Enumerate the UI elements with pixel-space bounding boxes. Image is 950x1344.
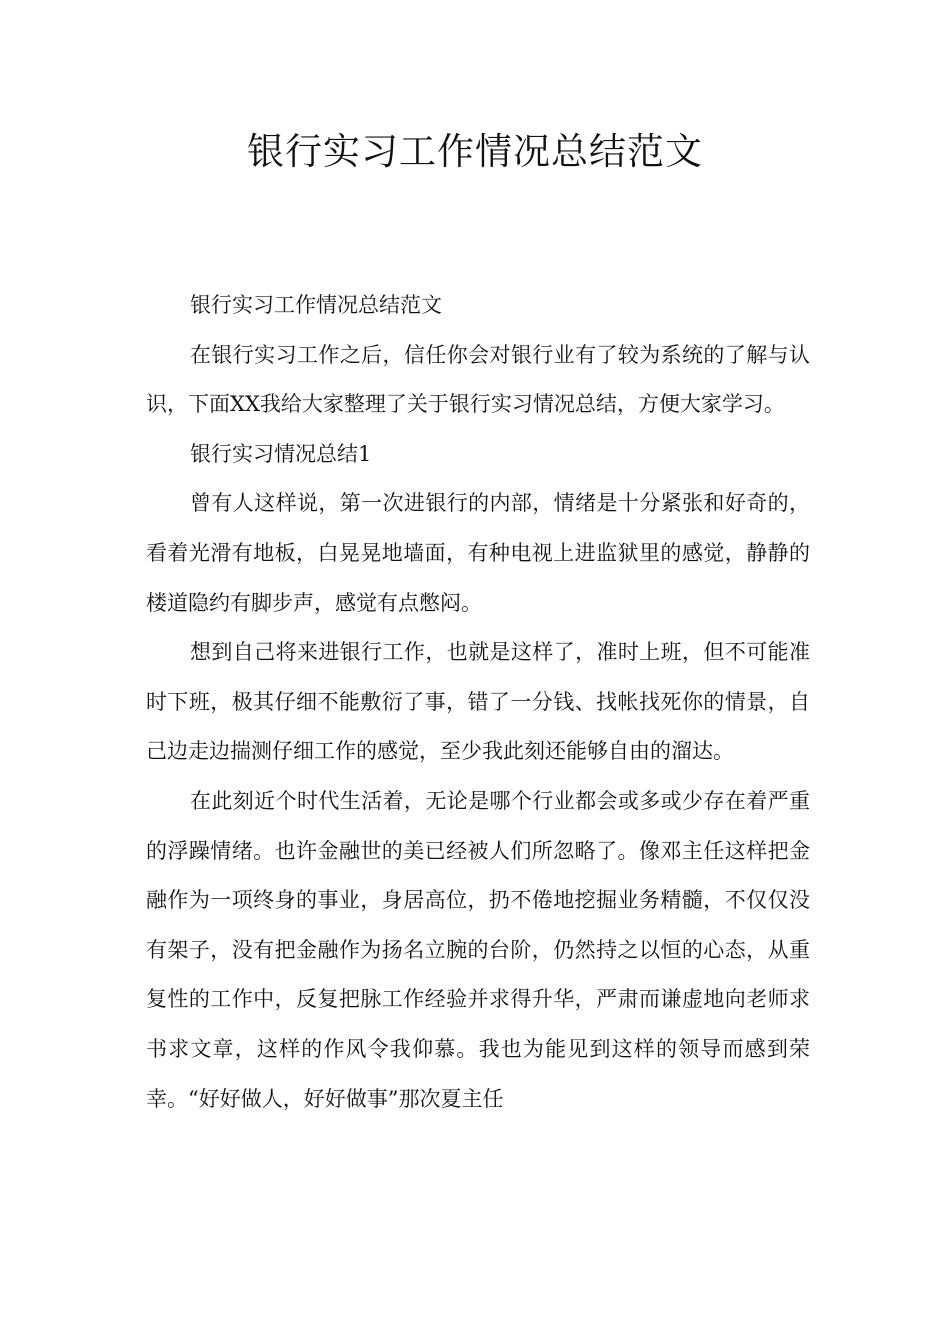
document-body	[146, 281, 810, 1124]
paragraph-subtitle: 银行实习工作情况总结范文	[190, 293, 442, 317]
paragraph-body: 曾有人这样说，第一次进银行的内部，情绪是十分紧张和好奇的，看着光滑有地板，白晃晃地墙面，有种电视上进监狱里的感觉，静静的楼道隐约有脚步声，感觉有点憋闷。	[146, 491, 810, 615]
paragraph-body: 在此刻近个时代生活着，无论是哪个行业都会或多或少存在着严重的浮躁情绪。也许金融世的美已经被人们所忽略了。像邓主任这样把金融作为一项终身的事业，身居高位，扔不倦地挖掘业务精髓，不仅仅没有架子，没有把金融作为扬名立腕的台阶，仍然持之以恒的心态，从重复性的工作中，反复把脉工作经验并求得升华，严肃而谦虚地向老师求书求文章，这样的作风令我仰慕。我也为能见到这样的领导而感到荣幸。“好好做人，好好做事”那次夏主任	[146, 788, 810, 1111]
document-title: 银行实习工作情况总结范文	[247, 130, 703, 173]
paragraph-section-heading: 银行实习情况总结1	[190, 441, 372, 466]
paragraph-intro: 在银行实习工作之后，信任你会对银行业有了较为系统的了解与认识，下面XX我给大家整理了关于银行实习情况总结，方便大家学习。	[146, 342, 810, 417]
paragraph-body: 想到自己将来进银行工作，也就是这样了，准时上班，但不可能准时下班，极其仔细不能敷衍了事，错了一分钱、找帐找死你的情景，自己边走边揣测仔细工作的感觉，至少我此刻还能够自由的溜达。	[146, 640, 810, 764]
